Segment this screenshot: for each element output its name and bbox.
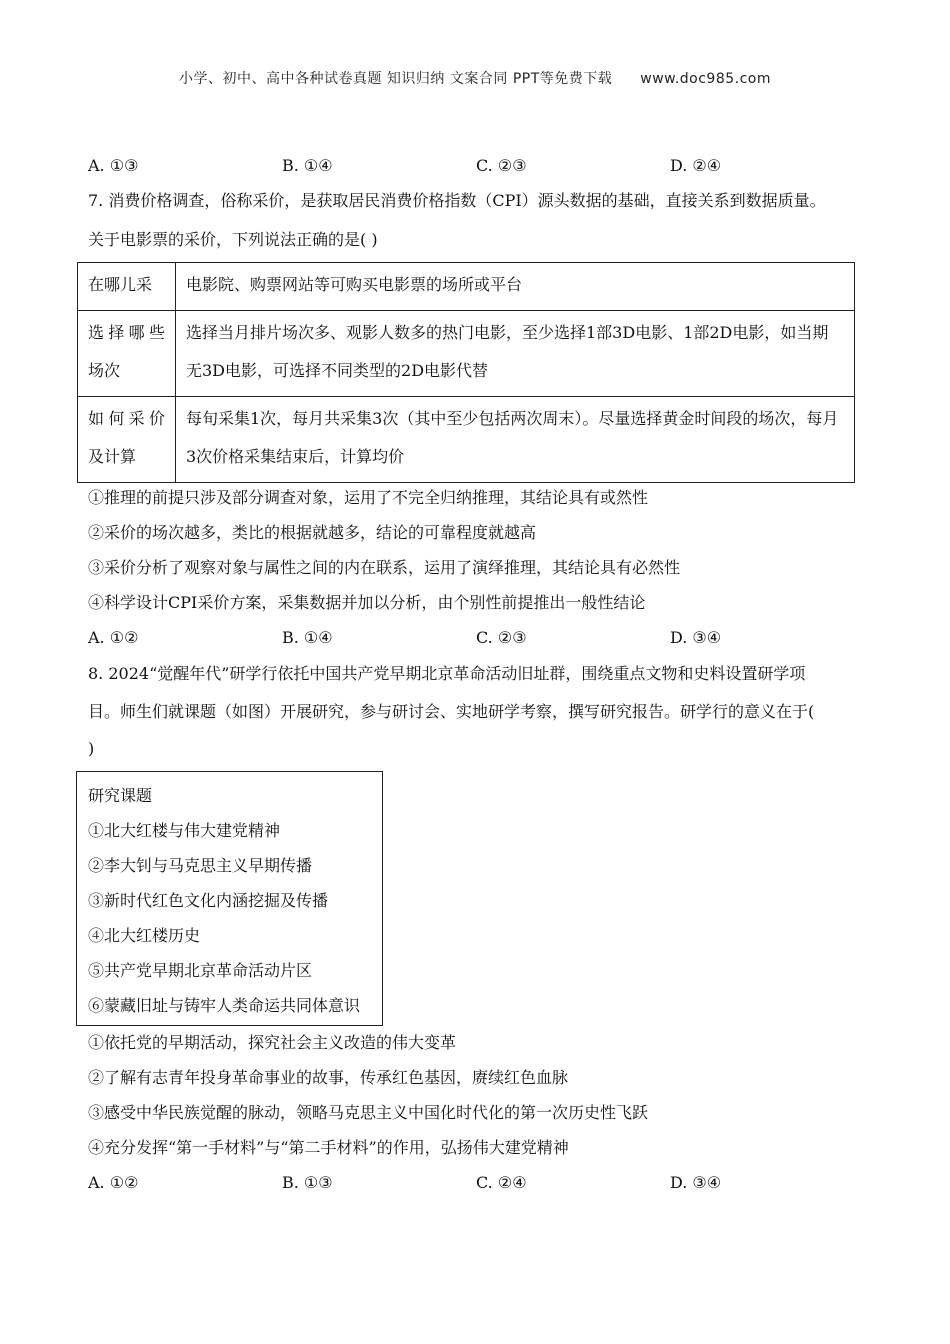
header-site: www.doc985.com (640, 71, 772, 87)
table-row (78, 263, 855, 311)
research-topic-item: ③新时代红色文化内涵挖掘及传播 (88, 891, 329, 910)
q7-stem-line2: 关于电影票的采价，下列说法正确的是( ) (88, 230, 378, 249)
table-body-cell: 选择当月排片场次多、观影人数多的热门电影，至少选择1部3D电影、1部2D电影，如当期无3D电影，可选择不同类型的2D电影代替 (176, 311, 855, 397)
research-topic-item: ⑥蒙藏旧址与铸牢人类命运共同体意识 (88, 996, 361, 1015)
q8-statement-1: ①依托党的早期活动，探究社会主义改造的伟大变革 (88, 1033, 457, 1052)
table-head-cell: 在哪儿采 (78, 263, 176, 311)
q7-statement-3: ③采价分析了观察对象与属性之间的内在联系，运用了演绎推理，其结论具有必然性 (88, 558, 681, 577)
q7-option-a[interactable]: A. ①② (88, 628, 139, 647)
research-topic-item: ⑤共产党早期北京革命活动片区 (88, 961, 313, 980)
table-body-cell: 电影院、购票网站等可购买电影票的场所或平台 (176, 263, 855, 311)
q6-options (88, 156, 808, 176)
q7-option-c[interactable]: C. ②③ (476, 628, 527, 647)
table-head-cell: 如何采价及计算 (78, 397, 176, 483)
q8-options (88, 1173, 808, 1193)
q8-statement-2: ②了解有志青年投身革命事业的故事，传承红色基因，赓续红色血脉 (88, 1068, 569, 1087)
q8-option-c[interactable]: C. ②④ (476, 1173, 527, 1192)
q8-stem-line1: 8. 2024“觉醒年代”研学行依托中国共产党早期北京革命活动旧址群，围绕重点文物和史料设置研学项 (88, 664, 806, 683)
research-topic-item: ②李大钊与马克思主义早期传播 (88, 856, 313, 875)
q7-statement-2: ②采价的场次越多，类比的根据就越多，结论的可靠程度就越高 (88, 523, 537, 542)
table-body-cell: 每旬采集1次，每月共采集3次（其中至少包括两次周末）。尽量选择黄金时间段的场次，每月3次价格采集结束后，计算均价 (176, 397, 855, 483)
q8-stem-line3: ) (88, 739, 95, 758)
header-text: 小学、初中、高中各种试卷真题 知识归纳 文案合同 PPT等免费下载 (178, 71, 613, 87)
q8-stem-line2: 目。师生们就课题（如图）开展研究，参与研讨会、实地研学考察，撰写研究报告。研学行的意义在于( (88, 702, 815, 721)
research-topics-box (76, 771, 383, 1026)
q6-option-d[interactable]: D. ②④ (670, 156, 722, 175)
table-row (78, 311, 855, 397)
q7-options (88, 628, 808, 648)
q8-statement-3: ③感受中华民族觉醒的脉动，领略马克思主义中国化时代化的第一次历史性飞跃 (88, 1103, 649, 1122)
q7-option-b[interactable]: B. ①④ (282, 628, 333, 647)
q6-option-b[interactable]: B. ①④ (282, 156, 333, 175)
research-topic-item: ①北大红楼与伟大建党精神 (88, 821, 281, 840)
table-head-cell: 选择哪些场次 (78, 311, 176, 397)
q7-statement-1: ①推理的前提只涉及部分调查对象，运用了不完全归纳推理，其结论具有或然性 (88, 488, 649, 507)
q7-table (77, 262, 855, 483)
q7-option-d[interactable]: D. ③④ (670, 628, 722, 647)
research-topics-title: 研究课题 (88, 786, 153, 805)
q6-option-c[interactable]: C. ②③ (476, 156, 527, 175)
q7-stem-line1: 7. 消费价格调查，俗称采价，是获取居民消费价格指数（CPI）源头数据的基础，直接关系到数据质量。 (88, 191, 826, 210)
q6-option-a[interactable]: A. ①③ (88, 156, 139, 175)
q8-option-b[interactable]: B. ①③ (282, 1173, 333, 1192)
table-row (78, 397, 855, 483)
research-topic-item: ④北大红楼历史 (88, 926, 201, 945)
q8-option-d[interactable]: D. ③④ (670, 1173, 722, 1192)
q8-statement-4: ④充分发挥“第一手材料”与“第二手材料”的作用，弘扬伟大建党精神 (88, 1138, 569, 1157)
page-header (0, 68, 950, 88)
q7-statement-4: ④科学设计CPI采价方案，采集数据并加以分析，由个别性前提推出一般性结论 (88, 593, 646, 612)
q8-option-a[interactable]: A. ①② (88, 1173, 139, 1192)
